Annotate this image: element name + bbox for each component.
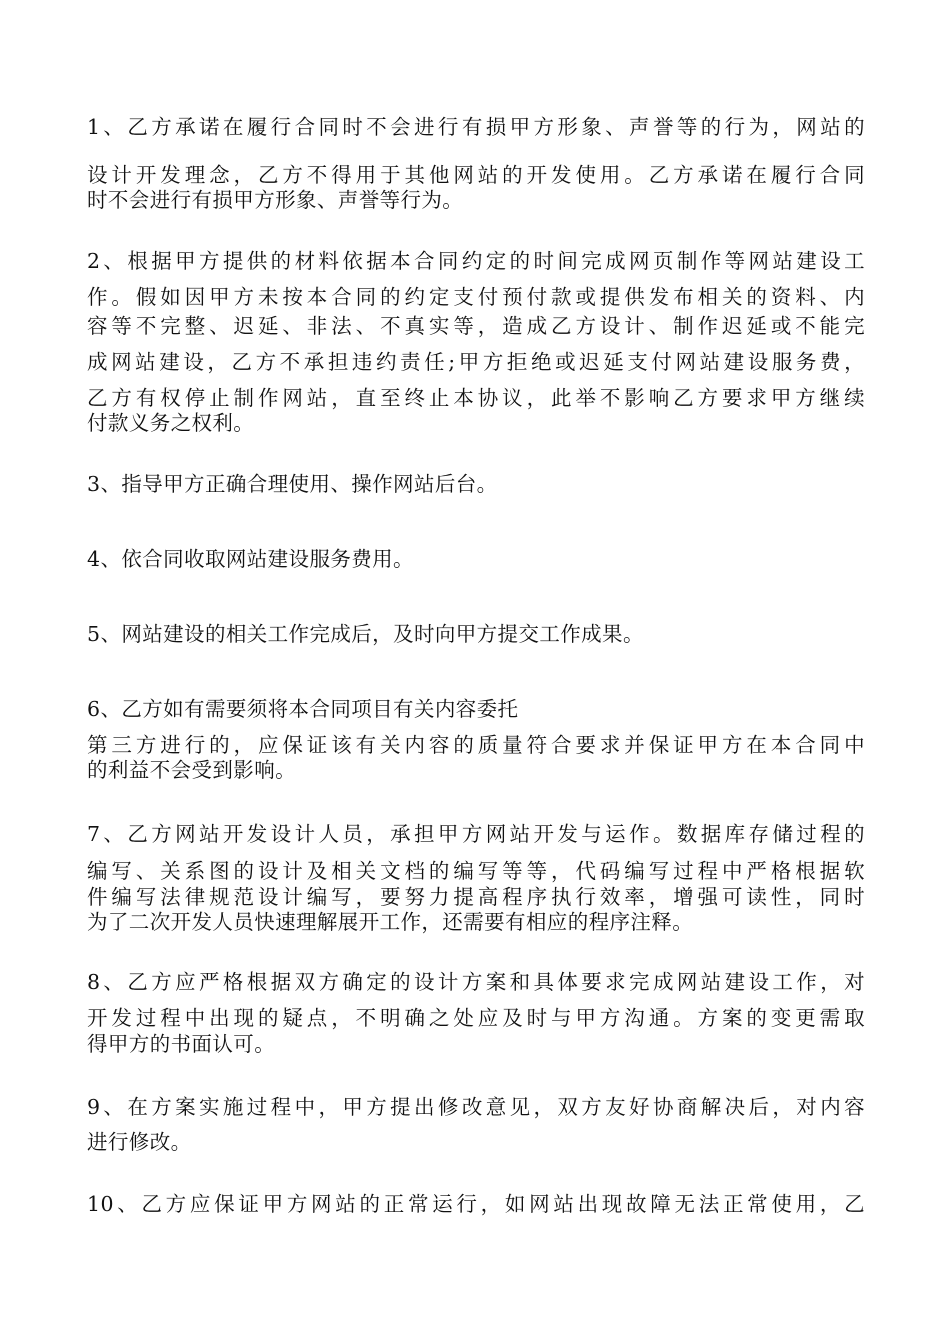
clause-line: 设计开发理念，乙方不得用于其他网站的开发使用。乙方承诺在履行合同 — [87, 163, 865, 187]
clause-line: 编写、关系图的设计及相关文档的编写等等，代码编写过程中严格根据软 — [87, 859, 865, 883]
clause-line: 得甲方的书面认可。 — [87, 1032, 276, 1056]
clause-6 — [87, 695, 865, 784]
clause-7 — [87, 820, 865, 936]
clause-line: 付款义务之权利。 — [87, 411, 255, 435]
clause-line: 乙方有权停止制作网站，直至终止本协议，此举不影响乙方要求甲方继续 — [87, 386, 865, 410]
clause-line: 4、依合同收取网站建设服务费用。 — [87, 547, 414, 571]
clause-10 — [87, 1190, 865, 1218]
clause-line: 件编写法律规范设计编写，要努力提高程序执行效率，增强可读性，同时 — [87, 885, 865, 909]
clause-line: 成网站建设，乙方不承担违约责任;甲方拒绝或迟延支付网站建设服务费， — [87, 350, 865, 374]
clause-line: 第三方进行的，应保证该有关内容的质量符合要求并保证甲方在本合同中 — [87, 733, 865, 757]
clause-line: 开发过程中出现的疑点，不明确之处应及时与甲方沟通。方案的变更需取 — [87, 1006, 865, 1030]
clause-line: 容等不完整、迟延、非法、不真实等，造成乙方设计、制作迟延或不能完 — [87, 314, 865, 338]
clause-line: 2、根据甲方提供的材料依据本合同约定的时间完成网页制作等网站建设工 — [87, 249, 865, 273]
clause-line: 5、网站建设的相关工作完成后，及时向甲方提交工作成果。 — [87, 622, 644, 646]
clause-line: 的利益不会受到影响。 — [87, 758, 296, 782]
clause-line: 9、在方案实施过程中，甲方提出修改意见，双方友好协商解决后，对内容 — [87, 1095, 865, 1119]
clause-line: 10、乙方应保证甲方网站的正常运行，如网站出现故障无法正常使用，乙 — [87, 1192, 865, 1216]
clause-line: 3、指导甲方正确合理使用、操作网站后台。 — [87, 472, 498, 496]
clause-1 — [87, 113, 865, 214]
clause-9 — [87, 1093, 865, 1156]
clause-line: 6、乙方如有需要须将本合同项目有关内容委托 — [87, 697, 519, 721]
clause-line: 8、乙方应严格根据双方确定的设计方案和具体要求完成网站建设工作，对 — [87, 970, 865, 994]
clause-line: 作。假如因甲方未按本合同的约定支付预付款或提供发布相关的资料、内 — [87, 285, 865, 309]
clause-2 — [87, 247, 865, 437]
clause-5 — [87, 620, 865, 648]
clause-4 — [87, 545, 865, 573]
clause-line: 7、乙方网站开发设计人员，承担甲方网站开发与运作。数据库存储过程的 — [87, 822, 865, 846]
clause-line: 时不会进行有损甲方形象、声誉等行为。 — [87, 188, 464, 212]
clause-line: 进行修改。 — [87, 1130, 192, 1154]
clause-3 — [87, 470, 865, 498]
clause-8 — [87, 968, 865, 1058]
clause-line: 1、乙方承诺在履行合同时不会进行有损甲方形象、声誉等的行为，网站的 — [87, 115, 865, 139]
clause-line: 为了二次开发人员快速理解展开工作，还需要有相应的程序注释。 — [87, 910, 694, 934]
